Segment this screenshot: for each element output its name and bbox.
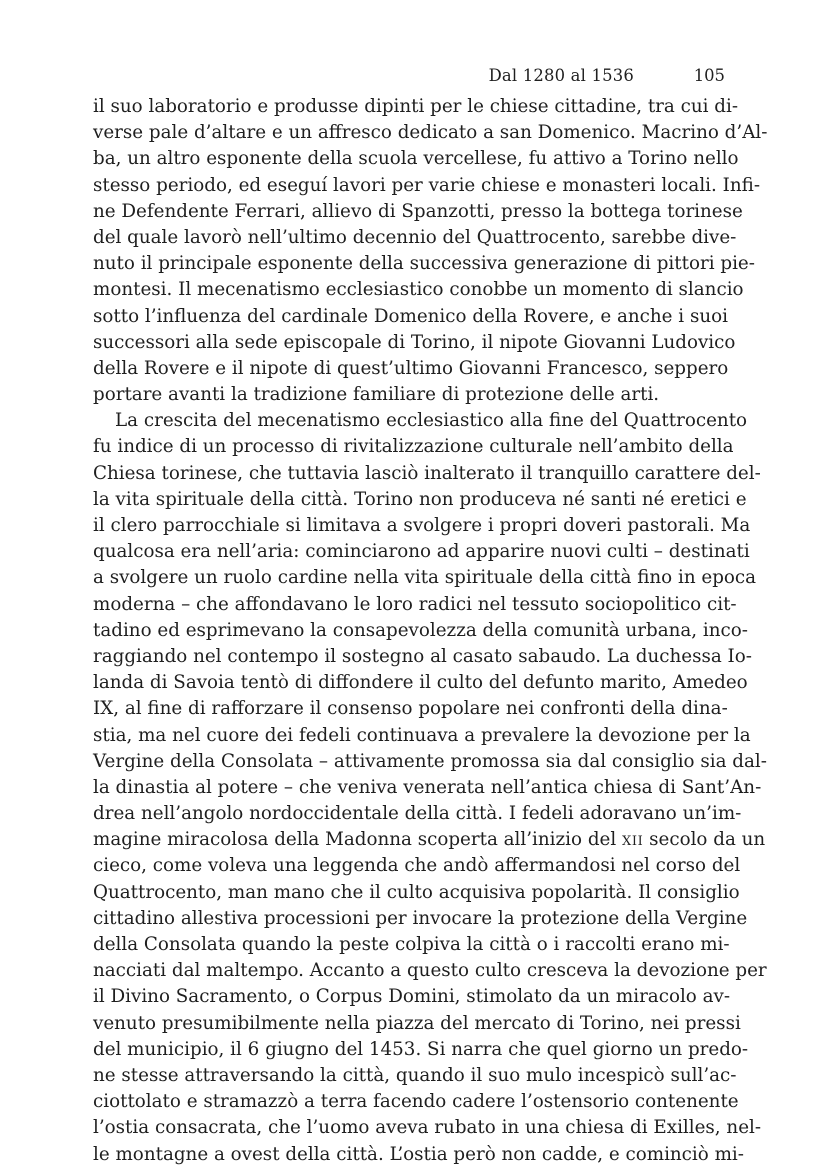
text-line: raggiando nel contempo il sostegno al casato sabaudo. La duchessa Io- (93, 645, 752, 667)
text-line: il Divino Sacramento, o Corpus Domini, stimolato da un miracolo av- (93, 986, 731, 1008)
text-line: Vergine della Consolata – attivamente promossa sia dal consiglio sia dal- (93, 750, 767, 772)
text-line: stia, ma nel cuore dei fedeli continuava a prevalere la devozione per la (93, 724, 751, 746)
text-line: il clero parrocchiale si limitava a svolgere i propri doveri pastorali. Ma (93, 515, 751, 536)
text-line: a svolgere un ruolo cardine nella vita spirituale della città fino in epoca (93, 567, 757, 589)
text-line: del municipio, il 6 giugno del 1453. Si narra che quel giorno un predo- (93, 1038, 749, 1060)
text-line: ne Defendente Ferrari, allievo di Spanzotti, presso la bottega torinese (93, 200, 743, 222)
text-line: tadino ed esprimevano la consapevolezza della comunità urbana, inco- (93, 619, 748, 641)
text-line: l’ostia consacrata, che l’uomo aveva rubato in una chiesa di Exilles, nel- (93, 1117, 762, 1139)
body-text (93, 94, 768, 1168)
running-head (93, 62, 725, 90)
text-line: le montagne a ovest della città. L’ostia però non cadde, e cominciò mi- (93, 1143, 744, 1165)
text-line: qualcosa era nell’aria: cominciarono ad apparire nuovi culti – destinati (93, 541, 750, 563)
text-line: nuto il principale esponente della successiva generazione di pittori pie- (93, 253, 755, 275)
text-line: Quattrocento, man mano che il culto acquisiva popolarità. Il consiglio (93, 881, 740, 903)
text-line: verse pale d’altare e un affresco dedicato a san Domenico. Macrino d’Al- (93, 122, 768, 144)
text-line: drea nell’angolo nordoccidentale della città. I fedeli adoravano un’im- (93, 803, 742, 825)
running-title: Dal 1280 al 1536 (488, 66, 634, 85)
text-line: della Rovere e il nipote di quest’ultimo Giovanni Francesco, seppero (93, 357, 729, 379)
text-line: venuto presumibilmente nella piazza del mercato di Torino, nei pressi (93, 1012, 741, 1034)
text-line (93, 827, 766, 853)
book-page (93, 62, 768, 1168)
text-line: cittadino allestiva processioni per invocare la protezione della Vergine (93, 907, 748, 929)
text-line: montesi. Il mecenatismo ecclesiastico conobbe un momento di slancio (93, 279, 744, 301)
text-segment: secolo da un (649, 829, 766, 851)
text-line: della Consolata quando la peste colpiva la città o i raccolti erano mi- (93, 934, 730, 955)
text-line: del quale lavorò nell’ultimo decennio del Quattrocento, sarebbe dive- (93, 226, 737, 248)
text-line: sotto l’influenza del cardinale Domenico della Rovere, e anche i suoi (93, 305, 728, 327)
text-line: moderna – che affondavano le loro radici nel tessuto sociopolitico cit- (93, 593, 737, 615)
roman-numeral: XII (622, 834, 644, 850)
text-line: ciottolato e stramazzò a terra facendo cadere l’ostensorio contenente (93, 1091, 739, 1113)
text-line: IX, al fine di rafforzare il consenso popolare nei confronti della dina- (93, 698, 728, 720)
text-line: ba, un altro esponente della scuola vercellese, fu attivo a Torino nello (93, 148, 739, 170)
text-line: landa di Savoia tentò di diffondere il culto del defunto marito, Amedeo (93, 672, 748, 694)
text-line: nacciati dal maltempo. Accanto a questo culto cresceva la devozione per (93, 960, 767, 982)
text-line: cieco, come voleva una leggenda che andò affermandosi nel corso del (93, 855, 741, 877)
text-line: Chiesa torinese, che tuttavia lasciò inalterato il tranquillo carattere del- (93, 462, 761, 484)
paragraph-start-line: La crescita del mecenatismo ecclesiastico alla fine del Quattrocento (115, 410, 748, 432)
text-line: successori alla sede episcopale di Torino, il nipote Giovanni Ludovico (93, 331, 736, 353)
text-line: il suo laboratorio e produsse dipinti per le chiese cittadine, tra cui di- (93, 96, 739, 117)
text-line: fu indice di un processo di rivitalizzazione culturale nell’ambito della (93, 436, 734, 458)
page-number: 105 (693, 66, 725, 85)
text-segment: magine miracolosa della Madonna scoperta all’inizio del (93, 829, 617, 851)
paragraph-end-line: portare avanti la tradizione familiare di protezione delle arti. (93, 384, 660, 406)
text-line: la vita spirituale della città. Torino non produceva né santi né eretici e (93, 488, 747, 510)
text-line: ne stesse attraversando la città, quando il suo mulo incespicò sull’ac- (93, 1064, 737, 1086)
text-line: stesso periodo, ed eseguí lavori per varie chiese e monasteri locali. Infi- (93, 174, 760, 196)
text-line: la dinastia al potere – che veniva venerata nell’antica chiesa di Sant’An- (93, 776, 762, 798)
